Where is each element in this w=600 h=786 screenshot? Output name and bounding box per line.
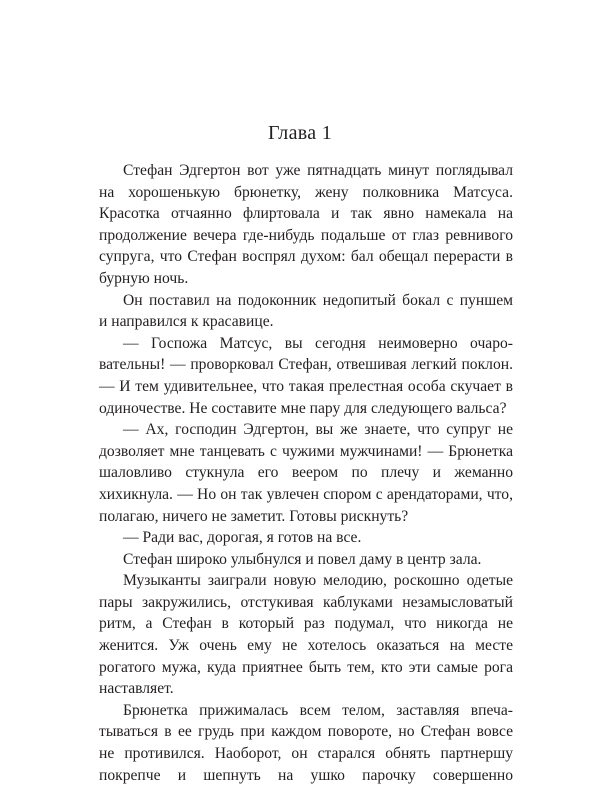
text-line: одиночестве. Не составите мне пару для следующего вальса? [99, 399, 507, 417]
text-line: Стефан Эдгертон вот уже пятнадцать минут поглядывал [123, 162, 513, 179]
text-line: — И тем удивительнее, что такая прелестная особа скучает в [99, 377, 513, 395]
text-line: хихикнула. — Но он так увлечен спором с арендаторами, что, [99, 485, 513, 503]
text-line: бурную ночь. [99, 269, 189, 287]
text-line: дозволяет мне танцевать с чужими мужчинами! — Брюнетка [99, 442, 513, 460]
text-line: Брюнетка прижималась всем телом, заставляя впеча- [123, 701, 513, 719]
text-line: пары закружились, отстукивая каблуками незамысловатый [99, 593, 513, 611]
text-line: женится. Уж очень ему не хотелось оказаться на месте [99, 637, 513, 655]
text-line: Он поставил на подоконник недопитый бокал с пуншем [123, 291, 513, 309]
text-line: шаловливо стукнула его веером по плечу и жеманно [99, 464, 513, 482]
text-line: Музыканты заиграли новую мелодию, роскошно одетые [123, 572, 513, 590]
body-text [99, 160, 513, 786]
text-line: — Госпожа Матсус, вы сегодня неимоверно очаро- [123, 334, 513, 352]
text-line: Красотка отчаянно флиртовала и так явно намекала на [99, 205, 513, 223]
text-line: супруга, что Стефан воспрял духом: бал обещал перерасти в [99, 248, 513, 266]
text-line: Стефан широко улыбнулся и повел даму в центр зала. [123, 550, 482, 568]
text-line: ритм, а Стефан в который раз подумал, что никогда не [99, 615, 513, 633]
text-line: рогатого мужа, куда приятнее быть тем, кто эти самые рога [99, 658, 513, 676]
text-line: полагаю, ничего не заметит. Готовы рискнуть? [99, 507, 409, 525]
chapter-title: Глава 1 [267, 122, 333, 144]
text-line: покрепче и шепнуть на ушко парочку совершенно [99, 766, 513, 784]
text-line: — Ради вас, дорогая, я готов на все. [123, 529, 362, 547]
text-line: вательны! — проворковал Стефан, отвешивая легкий поклон. [99, 356, 513, 374]
text-line: наставляет. [99, 680, 174, 698]
text-line: — Ах, господин Эдгертон, вы же знаете, что супруг не [123, 421, 513, 439]
text-line: и направился к красавице. [99, 313, 274, 331]
text-line: на хорошенькую брюнетку, жену полковника Матсуса. [99, 183, 513, 201]
text-line: не противился. Наоборот, он старался обнять партнершу [99, 745, 513, 763]
text-line: продолжение вечера где-нибудь подальше от глаз ревнивого [99, 226, 513, 244]
text-line: тываться в ее грудь при каждом повороте, но Стефан вовсе [99, 723, 513, 741]
